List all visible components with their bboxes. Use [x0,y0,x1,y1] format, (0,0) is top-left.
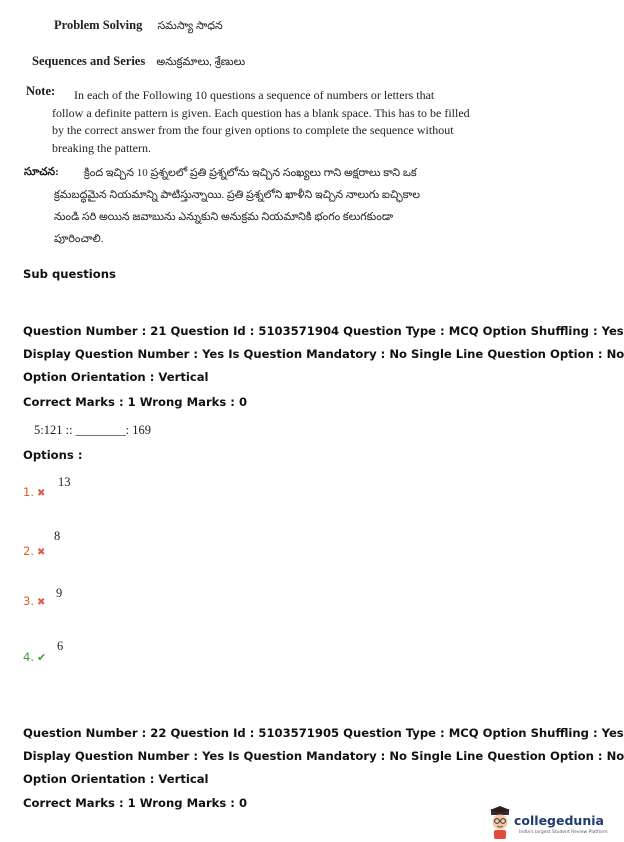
section-title [54,18,223,35]
note-te-line: నుండి సరి అయిన జవాబును ఎన్నుకుని అనుక్రమ నియమానికి భంగం కలుగకుండా [54,211,394,223]
note-label-te: సూచన: [24,166,59,178]
note-text-te [54,162,444,250]
logo-tagline: India's largest Student Review Platform [519,830,608,835]
option-value: 13 [58,475,71,489]
option-value: 9 [56,586,63,600]
note-text [52,87,470,157]
question-22-marks: Correct Marks : 1 Wrong Marks : 0 [23,796,248,810]
note-te-line: క్రమబద్ధమైన నియమాన్ని పాటిస్తున్నాయి. ప్రతి ప్రశ్నలోని ఖాళీని ఇచ్చిన నాలుగు ఐచ్ఛికాల [54,189,421,201]
check-icon: ✔ [36,651,47,664]
cross-icon: ✖ [36,547,46,558]
note-te-line: పూరించాలి. [54,233,104,245]
question-22-meta [23,722,624,791]
section-title-en: Problem Solving [54,18,143,32]
option-4[interactable] [23,646,46,665]
option-value: 8 [54,529,61,543]
option-number: 1. [23,485,34,499]
question-meta-line: Option Orientation : Vertical [23,772,209,786]
note-label: Note: [26,84,56,98]
question-meta-line: Display Question Number : Yes Is Question Mandatory : No Single Line Question Option : No [23,749,624,763]
question-21-meta [23,320,624,389]
option-value: 6 [57,639,64,653]
cross-icon: ✖ [36,488,46,499]
question-21-marks: Correct Marks : 1 Wrong Marks : 0 [23,395,248,409]
question-meta-line: Question Number : 22 Question Id : 5103571905 Question Type : MCQ Option Shuffling : Yes [23,726,624,740]
option-number: 3. [23,594,34,608]
option-number: 4. [23,650,34,664]
collegedunia-logo [488,806,608,840]
note-line: follow a definite pattern is given. Each question has a blank space. This has to be filled [52,105,470,120]
subsection-title [32,54,245,71]
question-meta-line: Option Orientation : Vertical [23,370,209,384]
logo-name: collegedunia [514,813,604,828]
option-3[interactable] [23,590,45,609]
mascot-icon [488,806,514,840]
subsection-title-te: అనుక్రమాలు, శ్రేణులు [156,56,246,68]
option-1[interactable] [23,481,45,500]
note-line: In each of the Following 10 questions a sequence of numbers or letters that [74,88,435,102]
cross-icon: ✖ [36,597,46,608]
note-line: breaking the pattern. [52,140,151,155]
options-label: Options : [23,448,83,462]
question-meta-line: Question Number : 21 Question Id : 5103571904 Question Type : MCQ Option Shuffling : Yes [23,324,624,338]
question-21-text: 5:121 :: ________: 169 [34,423,152,437]
note-te-line: క్రింద ఇచ్చిన 10 ప్రశ్నలలో ప్రతి ప్రశ్నలోను ఇచ్చిన సంఖ్యలు గాని అక్షరాలు కాని ఒక [84,167,417,179]
option-number: 2. [23,544,34,558]
option-2[interactable] [23,540,45,559]
sub-questions-label: Sub questions [23,267,116,281]
question-meta-line: Display Question Number : Yes Is Question Mandatory : No Single Line Question Option : No [23,347,624,361]
note-line: by the correct answer from the four given options to complete the sequence without [52,123,454,137]
section-title-te: సమస్యా సాధన [157,20,223,32]
subsection-title-en: Sequences and Series [32,54,146,68]
